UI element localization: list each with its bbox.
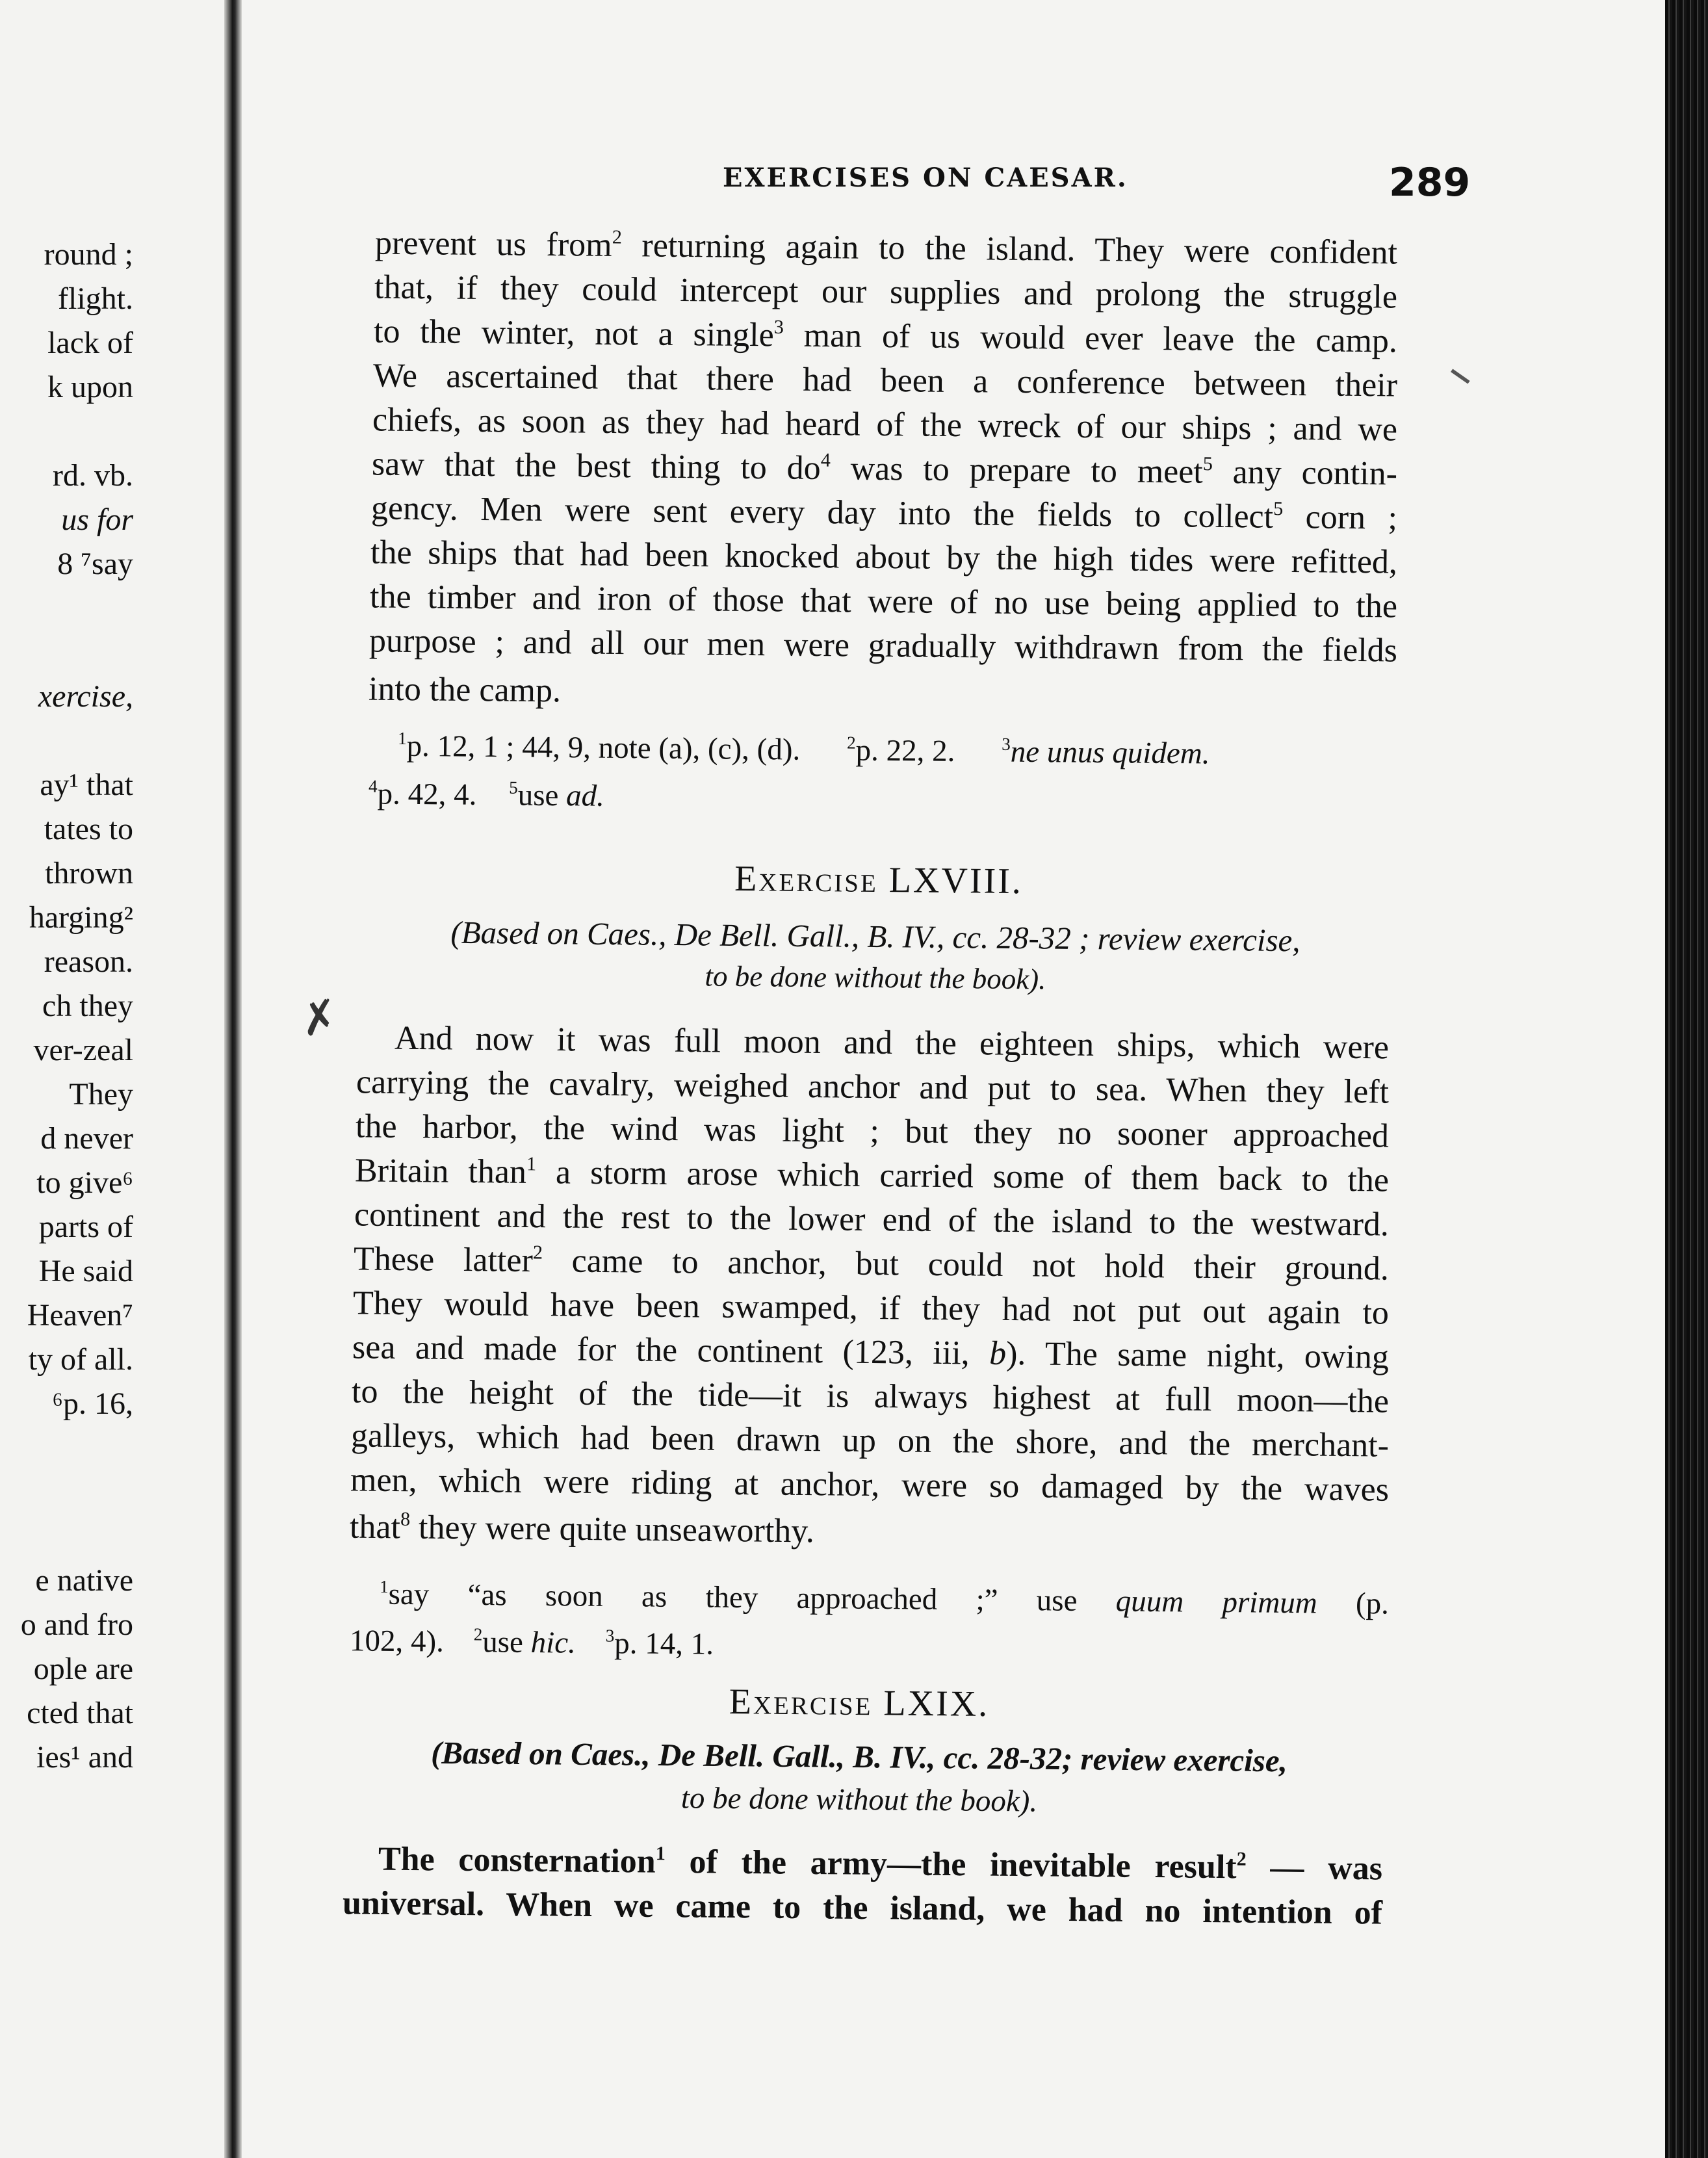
check-mark-icon: – [1434, 341, 1491, 406]
text-line: to the height of the tide—it is always highest at full moon—the [351, 1373, 1390, 1420]
footnote-marker: 1 [398, 728, 407, 749]
text-span: b [989, 1334, 1007, 1373]
footnote-text: (p. [1317, 1586, 1390, 1621]
footnote-ref: 2 [532, 1241, 543, 1264]
footnote-text: 102, 4). [349, 1624, 445, 1659]
left-page-line: parts of [38, 1210, 133, 1244]
text-line [375, 224, 1397, 272]
text-line: universal. When we came to the island, we had no intention of [342, 1884, 1383, 1932]
text-line [350, 1508, 814, 1551]
footnote-text: ne unus quidem. [1010, 734, 1210, 771]
text-line: the timber and iron of those that were of no use being applied to the [369, 578, 1398, 625]
left-page-line: 8 ⁷say [57, 547, 133, 581]
text-line: into the camp. [368, 670, 562, 710]
footnote-ref: 5 [1202, 452, 1213, 475]
exercise-68-subtitle: (Based on Caes., De Bell. Gall., B. IV., cc. 28-32 ; review exercise, [450, 914, 1300, 959]
text-span: Britain than [354, 1152, 527, 1191]
text-line: carrying the cavalry, weighed anchor and put to sea. When they left [356, 1063, 1390, 1111]
left-page-line: They [69, 1077, 133, 1112]
text-line: galleys, which had been drawn up on the shore, and the merchant- [350, 1417, 1390, 1464]
footnote-marker: 3 [1002, 734, 1011, 754]
left-page-line: cted that [27, 1696, 133, 1730]
text-span: any contin- [1212, 453, 1398, 493]
text-span: ). The same night, owing [1005, 1335, 1390, 1376]
book-gutter [224, 0, 242, 2158]
text-line [354, 1240, 1389, 1288]
footnote-text: p. 22, 2. [855, 733, 955, 768]
left-page-line: ver-zeal [33, 1033, 133, 1067]
footnote-ref: 5 [1273, 497, 1284, 520]
footnote-ref: 8 [400, 1507, 411, 1530]
left-page-line: Heaven⁷ [27, 1298, 133, 1332]
left-page-line: o and fro [20, 1607, 133, 1642]
text-span: man of us would ever leave the camp. [783, 317, 1398, 360]
left-page-line: us for [61, 502, 133, 537]
left-page-line: ay¹ that [40, 768, 133, 802]
footnote-marker: 4 [368, 776, 378, 796]
footnote-ref: 1 [655, 1842, 666, 1865]
exercise-69-subtitle: to be done without the book). [680, 1781, 1038, 1819]
footnote-text: quum primum [1115, 1584, 1317, 1620]
footnote-text: use [482, 1625, 531, 1659]
text-line: chiefs, as soon as they had heard of the wreck of our ships ; and we [372, 401, 1398, 448]
left-page-line: tates to [44, 812, 133, 846]
text-span: sea and made for the continent (123, iii, [352, 1329, 990, 1372]
left-page-line: rd. vb. [53, 458, 133, 493]
text-line: the harbor, the wind was light ; but they no sooner approached [355, 1108, 1390, 1155]
left-page-line: e native [35, 1563, 133, 1598]
footnote-text: p. 12, 1 ; 44, 9, note (a), (c), (d). [406, 729, 801, 767]
right-page [242, 0, 1665, 2158]
text-span: gency. Men were sent every day into the fields to collect [370, 489, 1274, 536]
left-page-line: k upon [47, 370, 133, 404]
footnote-line [398, 729, 1399, 774]
footnote-text: p. 42, 4. [377, 777, 477, 812]
text-span: returning again to the island. They were confident [621, 227, 1398, 272]
cross-mark-icon: ✗ [296, 988, 343, 1048]
left-page [0, 0, 224, 2158]
left-page-line: harging² [29, 900, 133, 935]
footnote-ref: 2 [612, 226, 623, 248]
footnote-ref: 1 [526, 1152, 537, 1175]
text-line: men, which were riding at anchor, were so damaged by the waves [350, 1461, 1390, 1509]
left-page-line: ch they [42, 989, 133, 1023]
left-page-line: lack of [47, 326, 133, 360]
text-line: that, if they could intercept our supplies and prolong the struggle [374, 268, 1398, 316]
text-span: The consternation [378, 1840, 656, 1880]
text-line: purpose ; and all our men were gradually withdrawn from the fields [369, 622, 1398, 670]
text-line [378, 1840, 1382, 1888]
text-span: corn ; [1282, 498, 1398, 537]
footnote-text: say “as soon as they approached ;” use [388, 1577, 1117, 1618]
footnote-ref: 2 [1236, 1847, 1247, 1870]
text-span: — was [1246, 1849, 1383, 1888]
left-page-line: to give⁶ [36, 1165, 133, 1200]
book-page-edges [1665, 0, 1708, 2158]
left-page-line: xercise, [38, 679, 133, 714]
exercise-68-title: Exercise LXVIII. [734, 858, 1024, 902]
text-span: they were quite unseaworthy. [409, 1509, 815, 1550]
left-page-line: thrown [45, 856, 133, 890]
footnote-line [350, 1623, 714, 1661]
text-line [352, 1328, 1389, 1376]
text-line: We ascertained that there had been a conference between their [372, 357, 1398, 404]
text-span: came to anchor, but could not hold their ground. [542, 1242, 1390, 1288]
footnote-text: hic. [530, 1625, 576, 1660]
text-span: a storm arose which carried some of them back to the [536, 1154, 1390, 1199]
left-page-line: reason. [44, 944, 133, 979]
exercise-69-title: Exercise LXIX. [729, 1682, 990, 1724]
text-span: was to prepare to meet [830, 450, 1204, 491]
footnote-ref: 4 [820, 448, 831, 471]
left-page-line: round ; [44, 237, 133, 272]
footnote-ref: 3 [773, 315, 784, 338]
footnote-line [369, 776, 604, 813]
text-span: saw that the best thing to do [371, 445, 821, 488]
exercise-68-subtitle: to be done without the book). [705, 959, 1046, 996]
text-span: These latter [353, 1240, 534, 1280]
left-page-line: ty of all. [28, 1342, 133, 1377]
text-span: that [349, 1508, 401, 1546]
text-line: They would have been swamped, if they had not put out again to [352, 1284, 1390, 1332]
text-line: And now it was full moon and the eighteen ships, which were [394, 1019, 1390, 1067]
running-header: EXERCISES ON CAESAR. [723, 162, 1128, 193]
text-line [374, 312, 1397, 360]
footnote-text: p. 14, 1. [614, 1626, 714, 1661]
text-line [355, 1151, 1389, 1199]
footnote-marker: 1 [380, 1576, 389, 1596]
footnote-marker: 5 [509, 777, 519, 798]
text-span: prevent us from [374, 224, 612, 264]
left-page-line: flight. [58, 281, 133, 316]
left-page-line: ople are [33, 1652, 133, 1686]
exercise-69-subtitle: (Based on Caes., De Bell. Gall., B. IV., cc. 28-32; review exercise, [430, 1734, 1288, 1779]
left-page-line: ⁶p. 16, [52, 1386, 133, 1421]
left-page-line: ies¹ and [36, 1740, 133, 1774]
left-page-line: d never [40, 1121, 133, 1156]
text-line: continent and the rest to the lower end of the island to the westward. [354, 1196, 1390, 1243]
footnote-text: ad. [565, 779, 605, 813]
text-span: to the winter, not a single [373, 313, 775, 354]
text-line [372, 445, 1397, 493]
footnote-text: use [517, 778, 567, 813]
footnote-line [380, 1577, 1389, 1622]
footnote-marker: 2 [473, 1624, 483, 1644]
page-number: 289 [1389, 160, 1471, 205]
text-line [371, 489, 1397, 537]
text-line: the ships that had been knocked about by the high tides were refitted, [370, 534, 1398, 581]
footnote-marker: 2 [846, 733, 856, 753]
left-page-line: He said [38, 1254, 133, 1288]
footnote-marker: 3 [605, 1626, 615, 1646]
text-span: of the army—the inevitable result [665, 1843, 1237, 1886]
